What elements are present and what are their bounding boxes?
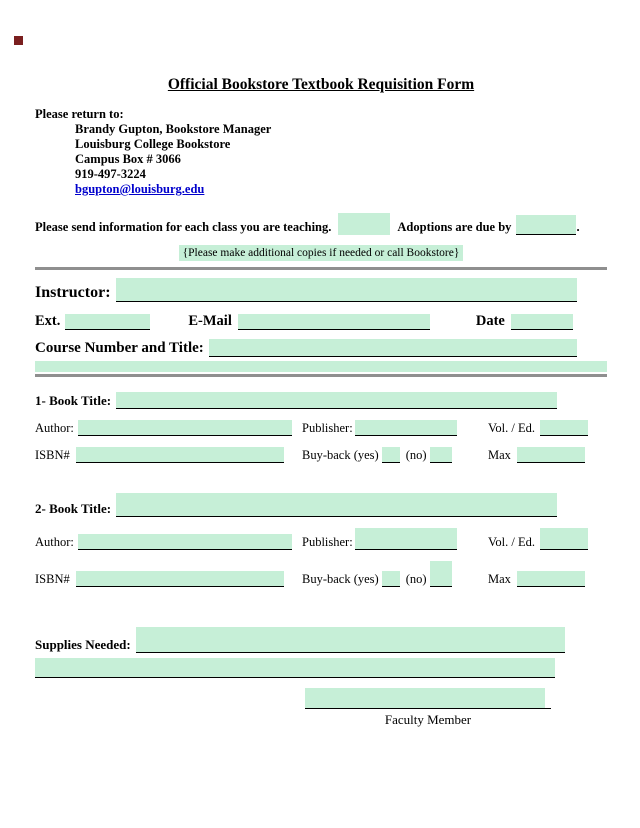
signature-field[interactable] xyxy=(305,688,545,708)
book1-isbn-label: ISBN# xyxy=(35,448,70,462)
book2-author-row xyxy=(35,528,607,550)
course-field[interactable] xyxy=(209,339,577,357)
return-line-bookstore: Louisburg College Bookstore xyxy=(75,137,231,151)
return-line-manager: Brandy Gupton, Bookstore Manager xyxy=(75,122,272,136)
book2-publisher-field[interactable] xyxy=(355,528,457,550)
book2-author-label: Author: xyxy=(35,535,74,549)
book2-author-field[interactable] xyxy=(78,534,292,550)
ext-email-date-row xyxy=(35,313,607,330)
signature-block xyxy=(305,688,551,728)
book1-buyback-no-field[interactable] xyxy=(430,447,452,463)
faculty-member-label: Faculty Member xyxy=(384,712,472,727)
book1-title-label: 1- Book Title: xyxy=(35,393,112,408)
book1-vol-label: Vol. / Ed. xyxy=(488,421,535,435)
send-info-text: Please send information for each class you are teaching. xyxy=(35,220,332,234)
book1-author-row xyxy=(35,420,607,436)
book1-max-field[interactable] xyxy=(517,447,585,463)
book1-buyback-label: Buy-back (yes) xyxy=(302,448,379,462)
instructor-label: Instructor: xyxy=(35,284,111,301)
book1-author-label: Author: xyxy=(35,421,74,435)
course-label: Course Number and Title: xyxy=(35,340,204,356)
supplies-label: Supplies Needed: xyxy=(35,637,131,652)
book2-title-label: 2- Book Title: xyxy=(35,501,112,516)
divider-middle xyxy=(35,374,607,377)
ext-label: Ext. xyxy=(35,313,61,329)
highlight-bar xyxy=(35,361,607,372)
book1-publisher-field[interactable] xyxy=(355,420,457,436)
email-field[interactable] xyxy=(238,314,430,330)
class-count-field[interactable] xyxy=(338,213,390,235)
book1-title-row xyxy=(35,392,607,409)
return-to-label: Please return to: xyxy=(35,107,124,121)
instructor-row xyxy=(35,278,607,302)
copies-note: {Please make additional copies if needed or call Bookstore} xyxy=(179,245,464,261)
book1-no-label: (no) xyxy=(405,448,427,462)
date-label: Date xyxy=(475,313,505,329)
book1-publisher-label: Publisher: xyxy=(302,421,353,435)
period-text: . xyxy=(576,220,580,234)
book1-isbn-field[interactable] xyxy=(76,447,284,463)
ext-field[interactable] xyxy=(65,314,150,330)
book2-buyback-yes-field[interactable] xyxy=(382,571,400,587)
instructor-field[interactable] xyxy=(116,278,577,302)
book1-max-label: Max xyxy=(488,448,511,462)
copies-note-row xyxy=(35,243,607,261)
book2-isbn-label: ISBN# xyxy=(35,572,70,586)
book2-buyback-no-field[interactable] xyxy=(430,561,452,587)
book2-title-field[interactable] xyxy=(116,493,557,517)
send-info-row xyxy=(35,213,607,235)
book1-vol-field[interactable] xyxy=(540,420,588,436)
course-row xyxy=(35,339,607,357)
supplies-field[interactable] xyxy=(136,627,565,653)
divider-top xyxy=(35,267,607,270)
page-title: Official Bookstore Textbook Requisition Form xyxy=(167,76,475,93)
return-line-campus-box: Campus Box # 3066 xyxy=(75,152,181,166)
book2-isbn-row xyxy=(35,561,607,587)
supplies-row xyxy=(35,627,607,653)
book2-publisher-label: Publisher: xyxy=(302,535,353,549)
book2-vol-field[interactable] xyxy=(540,528,588,550)
book1-author-field[interactable] xyxy=(78,420,292,436)
corner-marker xyxy=(14,36,23,45)
supplies-field-line2[interactable] xyxy=(35,658,555,678)
adoptions-due-text: Adoptions are due by xyxy=(397,220,512,234)
book2-buyback-label: Buy-back (yes) xyxy=(302,572,379,586)
book2-max-label: Max xyxy=(488,572,511,586)
book1-buyback-yes-field[interactable] xyxy=(382,447,400,463)
book2-title-row xyxy=(35,493,607,517)
adoptions-due-date-field[interactable] xyxy=(516,215,576,235)
return-address-block xyxy=(35,107,607,197)
date-field[interactable] xyxy=(511,314,573,330)
return-line-phone: 919-497-3224 xyxy=(75,167,146,181)
book1-title-field[interactable] xyxy=(116,392,557,409)
book2-vol-label: Vol. / Ed. xyxy=(488,535,535,549)
book2-max-field[interactable] xyxy=(517,571,585,587)
email-link[interactable]: bgupton@louisburg.edu xyxy=(75,182,205,196)
book2-isbn-field[interactable] xyxy=(76,571,284,587)
email-label: E-Mail xyxy=(188,313,232,329)
signature-line xyxy=(305,688,551,709)
book1-isbn-row xyxy=(35,447,607,463)
book2-no-label: (no) xyxy=(405,572,427,586)
